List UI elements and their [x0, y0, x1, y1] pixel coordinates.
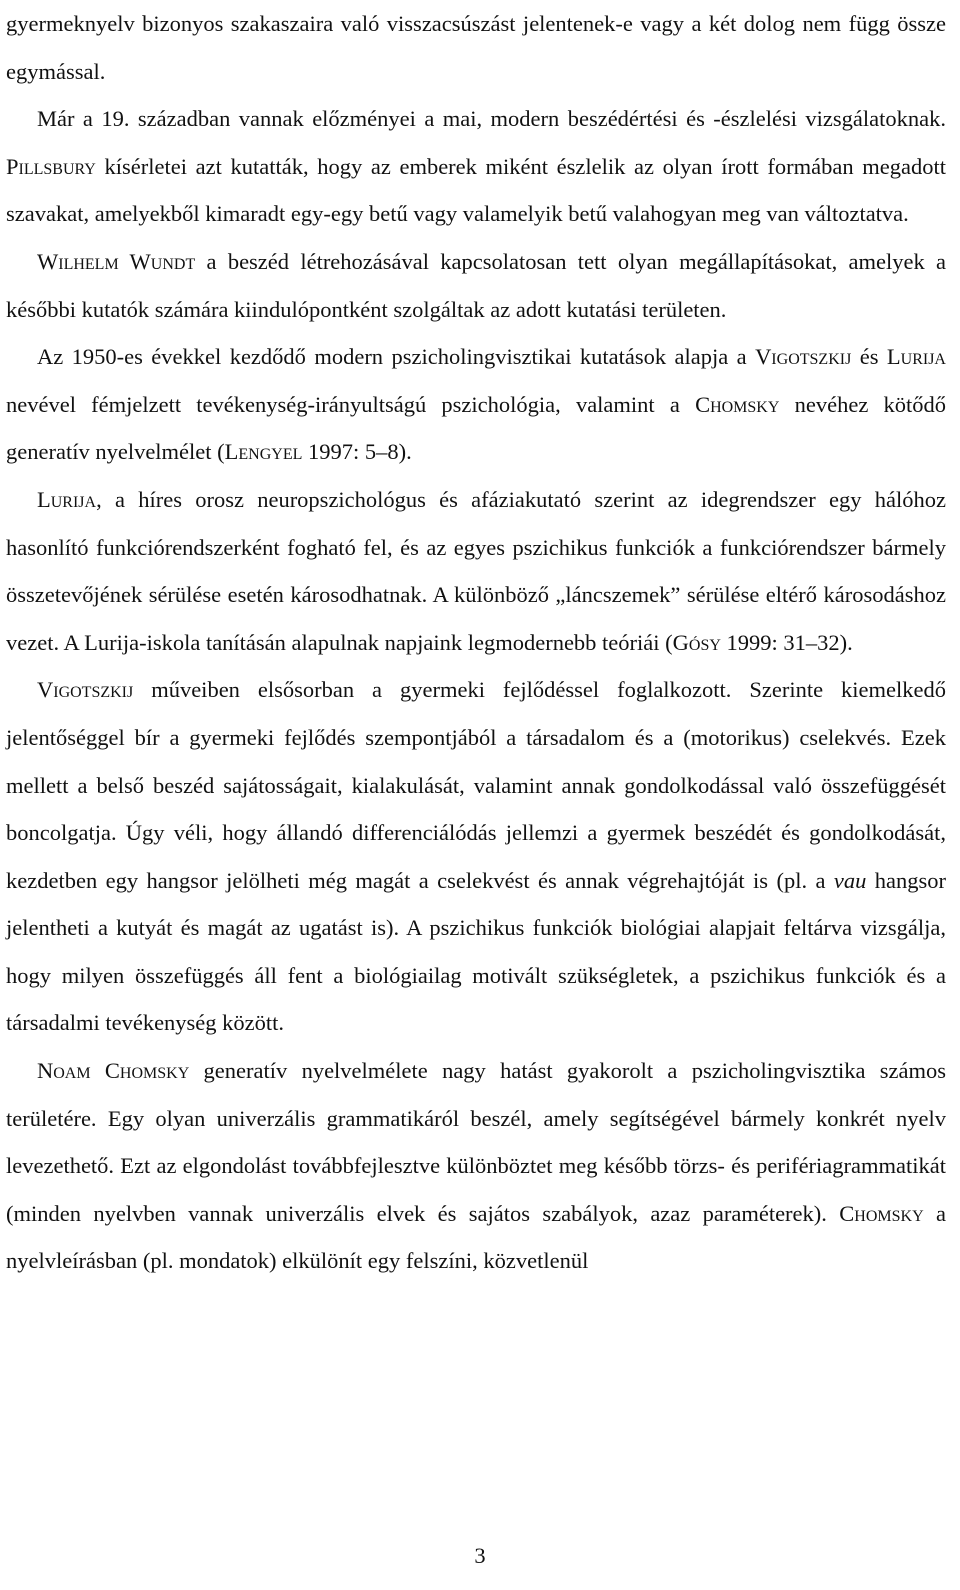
text-run: , a híres orosz neuropszichológus és afáziakutató szerint az idegrendszer egy hálóhoz hasonlító funkciórendszerként fogható fel, és az egyes pszichikus funkciók a funkciórendszer bármely összetevőjének sérülése esetén károsodhatnak. A különböző „láncszemek” sérülése eltérő károsodáshoz vezet. A Lurija-iskola tanításán alapulnak napjaink legmodernebb teóriái (	[6, 486, 946, 655]
author-name: Vigotszkij	[755, 344, 852, 370]
text-run: nevével fémjelzett tevékenység-irányultságú pszichológia, valamint a	[6, 391, 696, 417]
author-name: Gósy	[672, 629, 721, 655]
paragraph-wundt	[6, 238, 946, 333]
document-page	[6, 0, 946, 1285]
author-name: Chomsky	[839, 1200, 924, 1226]
paragraph-vigotszkij	[6, 666, 946, 1047]
text-run: a beszéd létrehozásával kapcsolatosan tett olyan megállapításokat, amelyek a későbbi kutatók számára kiindulópontként szolgáltak az adott kutatási területen.	[6, 248, 946, 322]
text-run: generatív nyelvelmélete nagy hatást gyakorolt a pszicholingvisztika számos területére. Egy olyan univerzális grammatikáról beszél, amely segítségével bármely konkrét nyelv levezethető. Ezt az elgondolást továbbfejlesztve különböztet meg később törzs- és perifériagrammatikát (minden nyelvben vannak univerzális elvek és sajátos szabályok, azaz paraméterek).	[6, 1058, 946, 1226]
paragraph-continuation	[6, 0, 946, 95]
page-number: 3	[474, 1543, 486, 1568]
author-name: Lengyel	[224, 439, 303, 465]
author-name: Lurija	[886, 344, 946, 370]
emphasized-text: vau	[833, 867, 867, 893]
text-run: műveiben elsősorban a gyermeki fejlődéssel foglalkozott. Szerinte kiemelkedő jelentőséggel bír a gyermeki fejlődés szempontjából a társadalom és a (motorikus) cselekvés. Ezek mellett a belső beszéd sajátosságait, kialakulását, valamint annak gondolkodással való összefüggését boncolgatja. Úgy véli, hogy állandó differenciálódás jellemzi a gyermek beszédét és gondolkodását, kezdetben egy hangsor jelölheti még magát a cselekvést és annak végrehajtóját is (pl. a	[6, 677, 946, 893]
text-run: a nyelvleírásban (pl. mondatok) elkülönít egy felszíni, közvetlenül	[6, 1200, 946, 1274]
author-name: Chomsky	[695, 391, 780, 417]
author-name: Lurija	[37, 486, 97, 512]
text-run: 1999: 31–32).	[720, 629, 853, 655]
author-name: Pillsbury	[6, 153, 96, 179]
paragraph-chomsky	[6, 1047, 946, 1285]
author-name: Wilhelm Wundt	[37, 248, 196, 274]
author-name: Noam Chomsky	[37, 1058, 190, 1084]
text-run: nevéhez kötődő generatív nyelvelmélet (	[6, 391, 947, 465]
text-run: 1997: 5–8).	[302, 439, 412, 465]
paragraph-lurija	[6, 476, 946, 666]
text-run: gyermeknyelv bizonyos szakaszaira való visszacsúszást jelentenek-e vagy a két dolog nem függ össze egymással.	[6, 11, 946, 84]
text-run: Az 1950-es évekkel kezdődő modern pszicholingvisztikai kutatások alapja a	[37, 344, 756, 370]
text-run: és	[851, 344, 887, 370]
paragraph-pillsbury	[6, 95, 946, 238]
text-run: Már a 19. században vannak előzményei a mai, modern beszédértési és -észlelési vizsgálatoknak.	[37, 106, 946, 132]
text-run: kísérletei azt kutatták, hogy az emberek miként észlelik az olyan írott formában megadott szavakat, amelyekből kimaradt egy-egy betű vagy valamelyik betű valahogyan meg van változtatva.	[6, 153, 946, 227]
author-name: Vigotszkij	[37, 677, 134, 703]
paragraph-1950s-research	[6, 333, 946, 476]
text-run: hangsor jelentheti a kutyát és magát az ugatást is). A pszichikus funkciók biológiai alapjait feltárva vizsgálja, hogy milyen összefüggés áll fent a biológiailag motivált szükségletek, a pszichikus funkciók és a társadalmi tevékenység között.	[6, 867, 946, 1036]
